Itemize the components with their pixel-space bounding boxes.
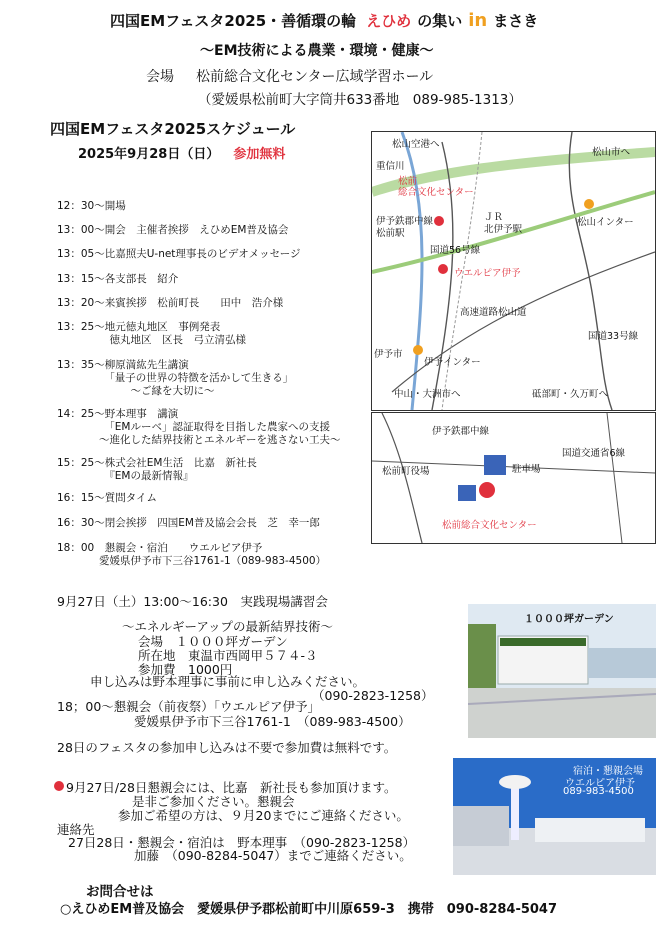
schedule-date: 2025年9月28日（日）	[78, 147, 220, 162]
map-label: 松山空港へ	[392, 139, 440, 150]
map-venue-label: 松前総合文化センター	[442, 520, 537, 531]
map-label: 国道56号線	[430, 245, 481, 256]
schedule-item: 14：25～野本理事 講演 「EMルーベ」認証取得を目指した農家への支援 ～進化した結界技術とエネルギーを逃さない工夫～	[57, 408, 341, 446]
map-label: 伊予インター	[424, 357, 481, 368]
map-label: 砥部町・久万町へ	[532, 389, 609, 400]
schedule-item: 15：25～株式会社EM生活 比嘉 新社長 『EMの最新情報』	[57, 457, 257, 482]
notice-line: 参加ご希望の方は、９月20までにご連絡ください。	[118, 808, 409, 823]
schedule-item: 13：25～地元徳丸地区 事例発表 徳丸地区 区長 弓立清弘様	[57, 321, 246, 346]
map-label: 松山市へ	[592, 147, 631, 158]
schedule-item: 13：15～各支部長 紹介	[57, 273, 179, 285]
title-end: まさき	[493, 12, 539, 30]
schedule-item: 16：30～閉会挨拶 四国EM普及協会会長 芝 幸一郎	[57, 517, 320, 529]
venue-name: 松前総合文化センター広域学習ホール	[196, 69, 434, 85]
map-welpia-label: ウエルピア伊予	[454, 268, 521, 279]
lecture-apply: 申し込みは野本理事に事前に申し込みください。	[90, 674, 366, 689]
map-venue-label: 松前 総合文化センター	[398, 176, 474, 198]
garden-photo-art	[468, 604, 656, 738]
venue-map	[371, 412, 656, 544]
map-label: 駐車場	[512, 464, 541, 475]
map-label: 松山インター	[577, 217, 634, 228]
schedule-item: 13：35～柳原満紘先生講演 「量子の世界の特徴を活かして生きる」 ～ご縁を大切に～	[57, 359, 294, 397]
lecture-tel: （090-2823-1258）	[312, 688, 434, 703]
lecture-location: 所在地 東温市西岡甲５７４-３	[138, 648, 318, 663]
schedule-item: 13：20～来賓挨拶 松前町長 田中 浩介様	[57, 297, 284, 309]
map-label: 中山・大洲市へ	[394, 389, 461, 400]
title-ehime: えひめ	[366, 12, 412, 30]
schedule-item: 12：30～開場	[57, 200, 126, 212]
inquiry-label: お問合せは	[86, 884, 154, 900]
org-line: ○えひめEM普及協会 愛媛県伊予郡松前町中川原659-3 携帯 090-8284-5047	[60, 902, 558, 917]
map-label: 重信川	[376, 161, 405, 172]
notice-line: 是非ご参加ください。懇親会	[132, 794, 295, 809]
lecture-theme: ～エネルギーアップの最新結界技術～	[122, 619, 334, 634]
contact-line: 27日28日・懇親会・宿泊は 野本理事 （090-2823-1258）	[68, 835, 416, 850]
notice-line: 9月27日/28日懇親会には、比嘉 新社長も参加頂けます。	[66, 780, 397, 795]
welpia-caption: 宿泊・懇親会場	[573, 766, 643, 777]
schedule-item: 18：00 懇親会・宿泊 ウエルピア伊予 愛媛県伊予市下三谷1761-1（089-983-4500）	[57, 542, 327, 567]
welpia-caption: ウエルピア伊予	[565, 778, 635, 789]
party-address: 愛媛県伊予市下三谷1761-1 （089-983-4500）	[134, 714, 411, 729]
party-line: 18；00～懇親会（前夜祭）「ウエルピア伊予」	[57, 699, 321, 714]
free-badge: 参加無料	[233, 147, 286, 162]
title-in: in	[468, 10, 488, 31]
event-title	[110, 10, 538, 31]
schedule-item: 13：05～比嘉照夫U-net理事長のビデオメッセージ	[57, 248, 301, 260]
map-label: 国道交通省6線	[562, 448, 626, 459]
area-map	[371, 131, 656, 411]
event-subtitle: ～EM技術による農業・環境・健康～	[200, 43, 434, 59]
schedule-date-line	[78, 143, 285, 162]
map-label: 伊予市	[374, 349, 403, 360]
schedule-heading: 四国EMフェスタ2025スケジュール	[50, 120, 296, 138]
contact-line: 加藤 （090-8284-5047）までご連絡ください。	[134, 848, 412, 863]
map-label: 高速道路松山道	[460, 307, 527, 318]
map-label: 伊予鉄郡中線	[432, 426, 490, 437]
schedule-item: 13：00～開会 主催者挨拶 えひめEM普及協会	[57, 224, 289, 236]
garden-photo	[468, 604, 656, 738]
title-prefix: 四国EMフェスタ2025・善循環の輪	[110, 12, 357, 30]
contact-label: 連絡先	[57, 822, 95, 837]
lecture-date: 9月27日（土）13:00～16:30 実践現場講習会	[57, 594, 328, 609]
festa-note: 28日のフェスタの参加申し込みは不要で参加費は無料です。	[57, 740, 397, 755]
map-label: 国道33号線	[588, 331, 639, 342]
map-label: 松前町役場	[382, 466, 430, 477]
welpia-caption: 089-983-4500	[563, 786, 634, 797]
schedule-item: 16：15～質問タイム	[57, 492, 158, 504]
venue-address: （愛媛県松前町大字筒井633番地 089-985-1313）	[198, 92, 522, 108]
garden-photo-caption: １０００坪ガーデン	[524, 614, 614, 625]
lecture-fee: 参加費 1000円	[138, 662, 233, 677]
lecture-venue: 会場 １０００坪ガーデン	[138, 634, 288, 649]
title-mid: の集い	[417, 12, 463, 30]
bullet-dot	[54, 781, 64, 791]
map-label: ＪＲ 北伊予駅	[484, 212, 523, 235]
welpia-photo	[453, 758, 656, 875]
venue-line	[146, 66, 433, 86]
venue-label: 会場	[146, 69, 174, 85]
map-label: 伊予鉄郡中線 松前駅	[376, 216, 434, 239]
